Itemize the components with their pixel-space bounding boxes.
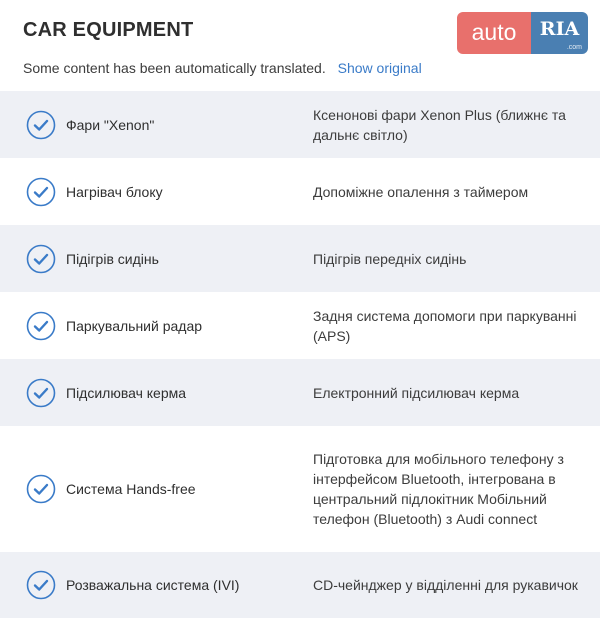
check-circle-icon [26, 110, 56, 140]
equipment-list [0, 91, 600, 618]
logo-auto-part: auto [457, 12, 531, 54]
section-title: CAR EQUIPMENT [23, 19, 194, 41]
check-circle-icon [26, 177, 56, 207]
equipment-name: Розважальна система (IVI) [66, 577, 240, 593]
equipment-row [0, 91, 600, 158]
equipment-name: Нагрівач блоку [66, 183, 163, 200]
show-original-link[interactable]: Show original [337, 60, 422, 76]
equipment-row [0, 552, 600, 618]
translation-notice [23, 59, 600, 77]
logo-ria-text: RIA [539, 18, 580, 40]
equipment-name: Паркувальний радар [66, 317, 203, 334]
equipment-value: Задня система допомоги при паркуванні (APS) [313, 307, 577, 344]
equipment-row [0, 359, 600, 426]
check-circle-icon [26, 378, 56, 408]
translation-note-text: Some content has been automatically translated. [23, 60, 326, 76]
check-circle-icon [26, 474, 56, 504]
logo-ria-part [531, 12, 588, 54]
check-circle-icon [26, 311, 56, 341]
equipment-row [0, 158, 600, 225]
equipment-name: Підсилювач керма [66, 384, 187, 401]
section-header [0, 0, 600, 91]
equipment-row [0, 225, 600, 292]
equipment-name: Підігрів сидінь [66, 250, 159, 267]
equipment-value: CD-чейнджер у відділенні для рукавичок [313, 577, 578, 593]
equipment-value: Електронний підсилювач керма [313, 384, 520, 401]
equipment-row [0, 426, 600, 552]
autoria-logo[interactable] [457, 12, 588, 54]
check-circle-icon [26, 244, 56, 274]
equipment-value: Допоміжне опалення з таймером [313, 183, 529, 200]
logo-com-text: .com [566, 44, 582, 51]
equipment-name: Фари "Xenon" [66, 116, 155, 133]
check-circle-icon [26, 570, 56, 600]
equipment-value: Ксенонові фари Xenon Plus (ближнє та дальнє світло) [313, 106, 566, 143]
equipment-row [0, 292, 600, 359]
equipment-value: Підігрів передніх сидінь [313, 250, 467, 267]
equipment-value: Підготовка для мобільного телефону з інтерфейсом Bluetooth, інтегрована в центральний підлокітник Мобільний телефон (Bluetooth) з Audi connect [313, 451, 564, 527]
equipment-name: Система Hands-free [66, 481, 196, 497]
